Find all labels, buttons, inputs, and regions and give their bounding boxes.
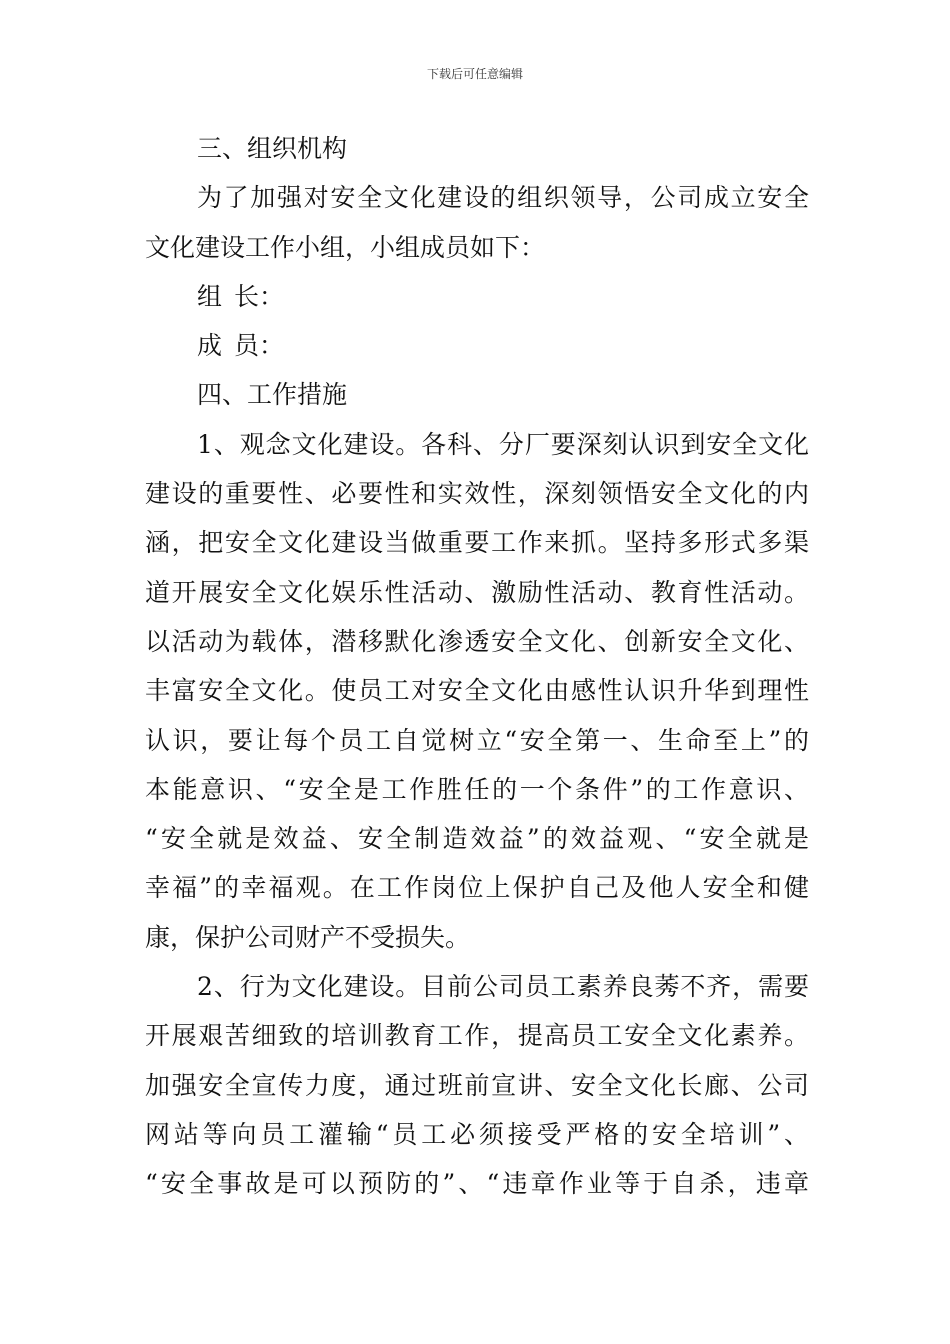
paragraph-line: 为了加强对安全文化建设的组织领导，公司成立安全 xyxy=(197,183,809,213)
paragraph-line: 1、观念文化建设。各科、分厂要深刻认识到安全文化 xyxy=(197,429,809,459)
paragraph-line: 2、行为文化建设。目前公司员工素养良莠不齐，需要 xyxy=(197,972,809,1002)
document-body xyxy=(145,124,809,1209)
paragraph-line: 加强安全宣传力度，通过班前宣讲、安全文化长廊、公司 xyxy=(145,1070,809,1100)
paragraph-line: “安全事故是可以预防的”、“违章作业等于自杀，违章 xyxy=(145,1169,809,1199)
paragraph-line: 涵，把安全文化建设当做重要工作来抓。坚持多形式多渠 xyxy=(145,528,809,558)
paragraph-line: “安全就是效益、安全制造效益”的效益观、“安全就是 xyxy=(145,824,809,854)
paragraph-line: 认识，要让每个员工自觉树立“安全第一、生命至上”的 xyxy=(145,725,809,755)
paragraph-line: 道开展安全文化娱乐性活动、激励性活动、教育性活动。 xyxy=(145,577,809,607)
member-label-part: 成 xyxy=(197,331,223,361)
paragraph-line: 建设的重要性、必要性和实效性，深刻领悟安全文化的内 xyxy=(145,479,809,509)
leader-label-part: 长： xyxy=(234,281,285,311)
paragraph-line: 文化建设工作小组，小组成员如下： xyxy=(145,232,546,262)
member-label-part: 员： xyxy=(234,331,285,361)
member-line xyxy=(145,321,809,370)
paragraph-line: 开展艰苦细致的培训教育工作，提高员工安全文化素养。 xyxy=(145,1021,809,1051)
section-heading: 三、组织机构 xyxy=(197,134,348,163)
paragraph-line: 丰富安全文化。使员工对安全文化由感性认识升华到理性 xyxy=(145,676,809,706)
paragraph-line: 康，保护公司财产不受损失。 xyxy=(145,922,471,952)
leader-label-part: 组 xyxy=(197,281,223,311)
header-note: 下载后可任意编辑 xyxy=(426,67,523,81)
section-heading: 四、工作措施 xyxy=(197,380,348,410)
leader-line xyxy=(145,272,809,321)
paragraph-line: 本能意识、“安全是工作胜任的一个条件”的工作意识、 xyxy=(145,774,809,804)
paragraph-line: 以活动为载体，潜移默化渗透安全文化、创新安全文化、 xyxy=(145,626,809,656)
paragraph-line: 网站等向员工灌输“员工必须接受严格的安全培训”、 xyxy=(145,1119,809,1149)
paragraph-line: 幸福”的幸福观。在工作岗位上保护自己及他人安全和健 xyxy=(145,873,809,903)
